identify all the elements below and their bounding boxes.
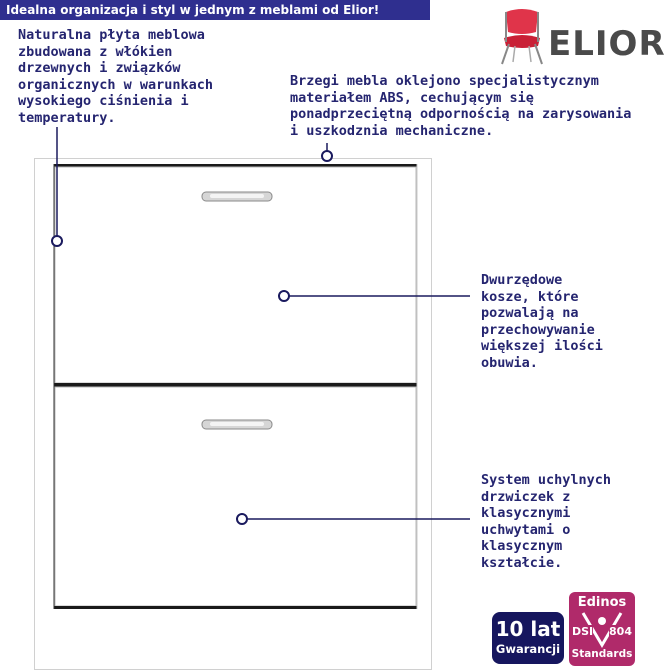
edinos-title: Edinos — [577, 595, 627, 610]
edinos-standards: Standards — [571, 648, 633, 660]
edges-annotation: Brzegi mebla oklejono specjalistycznym materiałem ABS, cechującym się ponadprzeciętną odpornością na zarysowania i uszkodznia mechaniczne. — [290, 73, 632, 139]
material-marker — [52, 236, 62, 246]
warranty-badge — [492, 612, 564, 664]
warranty-years: 10 lat — [495, 617, 561, 641]
edinos-badge — [569, 592, 635, 666]
baskets-annotation: Dwurzędowe kosze, które pozwalają na przechowywanie większej ilości obuwia. — [481, 272, 603, 371]
doors-annotation: System uchylnych drzwiczek z klasycznymi uchwytami o klasycznym kształcie. — [481, 472, 612, 571]
warranty-label: Gwarancji — [495, 642, 561, 656]
baskets-marker — [279, 291, 289, 301]
edges-marker — [322, 151, 332, 161]
brand-logo-text: ELIOR — [548, 24, 666, 64]
doors-marker — [237, 514, 247, 524]
edinos-number: 804 — [609, 625, 632, 638]
edinos-dsi: DSI — [572, 625, 594, 638]
promo-banner: Idealna organizacja i styl w jednym z meblami od Elior! — [0, 0, 430, 20]
material-annotation: Naturalna płyta meblowa zbudowana z włókien drzewnych i związków organicznych w warunkach wysokiego ciśnienia i temperatury. — [18, 27, 214, 126]
